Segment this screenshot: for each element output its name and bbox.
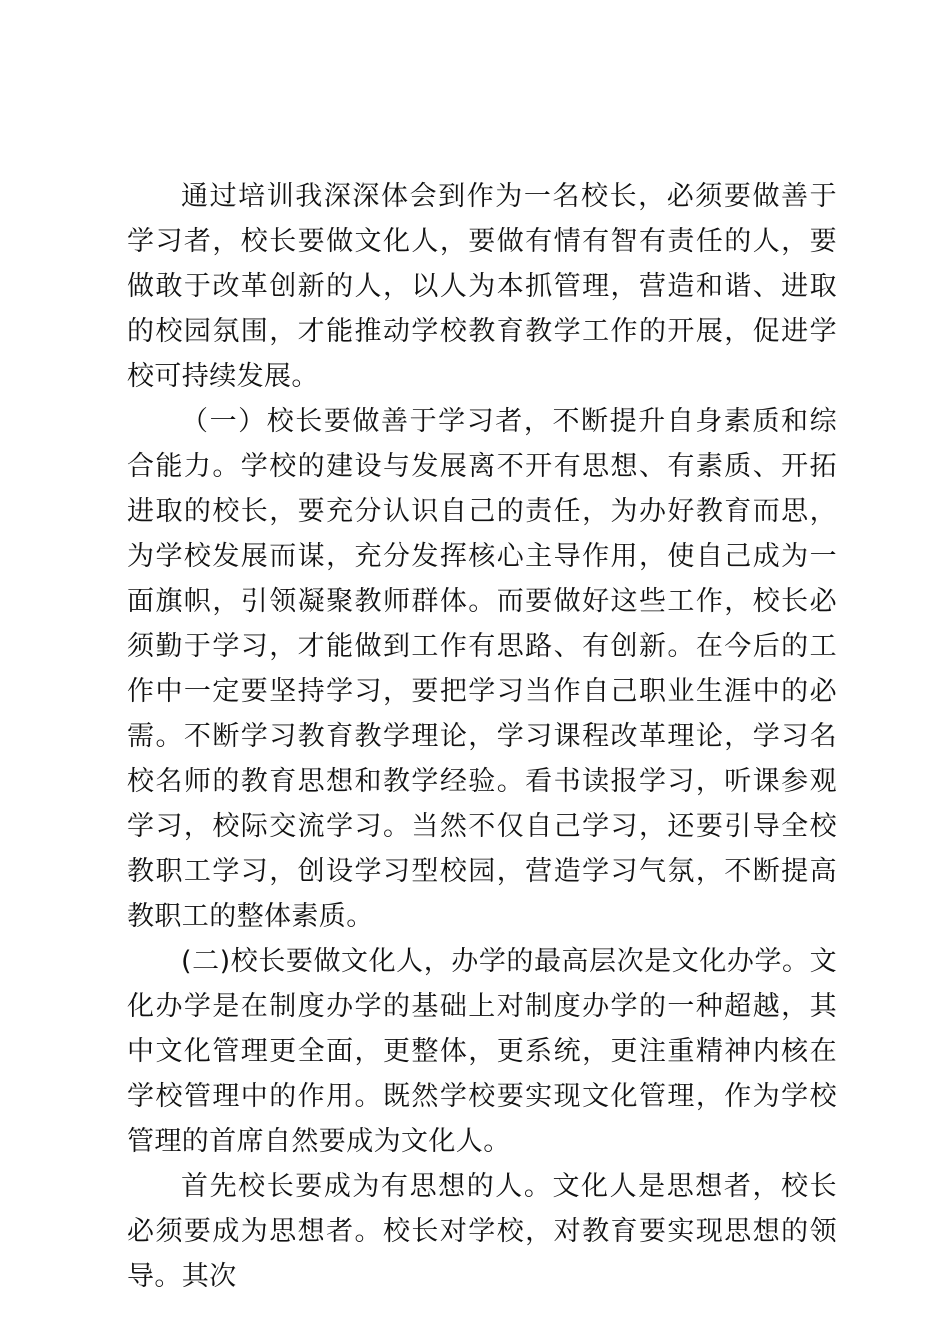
paragraph-section-2: (二)校长要做文化人，办学的最高层次是文化办学。文化办学是在制度办学的基础上对制度办学的一种超越，其中文化管理更全面，更整体，更系统，更注重精神内核在学校管理中的作用。既然学校要实现文化管理，作为学校管理的首席自然要成为文化人。 (127, 946, 837, 1157)
paragraph-thinker: 首先校长要成为有思想的人。文化人是思想者，校长必须要成为思想者。校长对学校，对教育要实现思想的领导。其次 (127, 1171, 837, 1292)
paragraph-intro: 通过培训我深深体会到作为一名校长，必须要做善于学习者，校长要做文化人，要做有情有智有责任的人，要做敢于改革创新的人，以人为本抓管理，营造和谐、进取的校园氛围，才能推动学校教育教学工作的开展，促进学校可持续发展。 (127, 181, 837, 392)
document-body (127, 174, 837, 1299)
paragraph-section-1: （一）校长要做善于学习者，不断提升自身素质和综合能力。学校的建设与发展离不开有思想、有素质、开拓进取的校长，要充分认识自己的责任，为办好教育而思，为学校发展而谋，充分发挥核心主导作用，使自己成为一面旗帜，引领凝聚教师群体。而要做好这些工作，校长必须勤于学习，才能做到工作有思路、有创新。在今后的工作中一定要坚持学习，要把学习当作自己职业生涯中的必需。不断学习教育教学理论，学习课程改革理论，学习名校名师的教育思想和教学经验。看书读报学习，听课参观学习，校际交流学习。当然不仅自己学习，还要引导全校教职工学习，创设学习型校园，营造学习气氛，不断提高教职工的整体素质。 (127, 406, 837, 932)
